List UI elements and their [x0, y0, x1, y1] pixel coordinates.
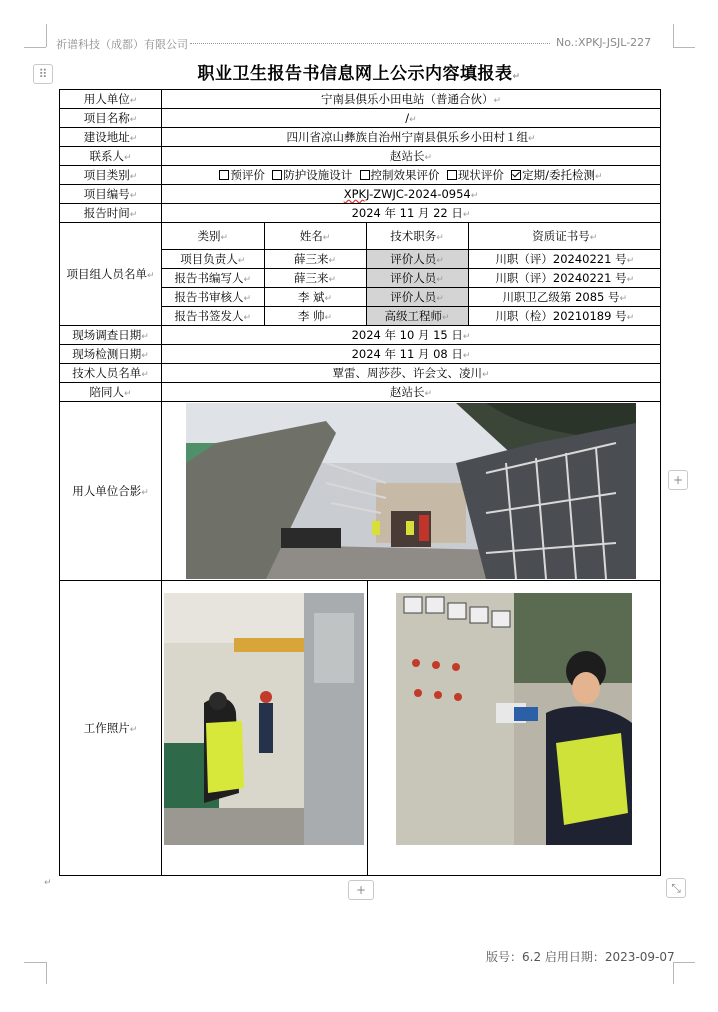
info-form-table [59, 89, 661, 876]
companion-label: 陪同人↵ [60, 383, 162, 402]
report-time-row [60, 204, 661, 223]
companion-value[interactable]: 赵站长↵ [162, 383, 661, 402]
employer-row [60, 90, 661, 109]
crop-mark-bottom-right-h [673, 962, 695, 963]
team-row [60, 223, 661, 326]
team-member-row [162, 250, 661, 269]
address-label: 建设地址↵ [60, 128, 162, 147]
checkbox-icon[interactable] [447, 170, 457, 180]
group-photo-cell [162, 402, 661, 581]
crop-mark-bottom-left-h [24, 962, 46, 963]
category-option-pre-evaluation[interactable]: 预评价 [219, 168, 265, 182]
team-header-name: 姓名↵ [264, 223, 366, 250]
survey-date-value[interactable]: 2024 年 10 月 15 日↵ [162, 326, 661, 345]
contact-row [60, 147, 661, 166]
category-option-protection-design[interactable]: 防护设施设计 [272, 168, 352, 182]
team-table [162, 223, 661, 325]
category-option-status-evaluation[interactable]: 现状评价 [447, 168, 504, 182]
team-cell [162, 223, 661, 326]
crop-mark-bottom-left-v [46, 962, 47, 984]
group-photo-image[interactable] [186, 403, 636, 579]
footer-version: 版号：6.2 启用日期：2023-09-07 [486, 950, 675, 964]
team-header-role: 类别↵ [162, 223, 264, 250]
work-photo-cell [162, 581, 661, 876]
team-label: 项目组人员名单↵ [60, 223, 162, 326]
team-name[interactable]: 薛三来↵ [264, 269, 366, 288]
project-name-label: 项目名称↵ [60, 109, 162, 128]
work-photo-left-cell [162, 581, 367, 875]
checkbox-icon[interactable] [272, 170, 282, 180]
crop-mark-top-right-h [673, 47, 695, 48]
document-title: 职业卫生报告书信息网上公示内容填报表↵ [197, 64, 521, 84]
team-role[interactable]: 报告书编写人↵ [162, 269, 264, 288]
team-header-row [162, 223, 661, 250]
employer-value[interactable]: 宁南县俱乐小田电站（普通合伙）↵ [162, 90, 661, 109]
tech-staff-label: 技术人员名单↵ [60, 364, 162, 383]
team-title[interactable]: 评价人员↵ [366, 250, 468, 269]
team-cert[interactable]: 川职（评）20240221 号↵ [468, 269, 661, 288]
table-resize-handle-icon[interactable]: ⤡ [666, 878, 686, 898]
work-photo-left-image[interactable] [164, 593, 364, 845]
project-number-label: 项目编号↵ [60, 185, 162, 204]
address-value[interactable]: 四川省凉山彝族自治州宁南县俱乐乡小田村１组↵ [162, 128, 661, 147]
category-row [60, 166, 661, 185]
header-doc-number: No.:XPKJ-JSJL-227 [556, 36, 652, 49]
team-title[interactable]: 评价人员↵ [366, 288, 468, 307]
team-title[interactable]: 高级工程师↵ [366, 307, 468, 326]
add-row-button[interactable]: + [348, 880, 374, 900]
category-option-periodic-testing[interactable]: 定期/委托检测 [511, 168, 595, 182]
project-number-row [60, 185, 661, 204]
group-photo-row [60, 402, 661, 581]
team-cert[interactable]: 川职（评）20240221 号↵ [468, 250, 661, 269]
crop-mark-top-left-v [46, 24, 47, 47]
address-row [60, 128, 661, 147]
work-photo-label: 工作照片↵ [60, 581, 162, 876]
survey-date-label: 现场调查日期↵ [60, 326, 162, 345]
team-cert[interactable]: 川职卫乙级第 2085 号↵ [468, 288, 661, 307]
team-name[interactable]: 薛三来↵ [264, 250, 366, 269]
category-options: 预评价 防护设施设计 控制效果评价 现状评价 定期/委托检测↵ [162, 166, 661, 185]
survey-date-row [60, 326, 661, 345]
project-number-value[interactable]: XPKJ-ZWJC-2024-0954↵ [162, 185, 661, 204]
project-name-value[interactable]: /↵ [162, 109, 661, 128]
checkbox-icon[interactable] [360, 170, 370, 180]
team-role[interactable]: 报告书签发人↵ [162, 307, 264, 326]
crop-mark-top-left-h [24, 47, 46, 48]
employer-label: 用人单位↵ [60, 90, 162, 109]
team-cert[interactable]: 川职（检）20210189 号↵ [468, 307, 661, 326]
tech-staff-value[interactable]: 覃雷、周莎莎、许会文、凌川↵ [162, 364, 661, 383]
checkbox-icon[interactable] [219, 170, 229, 180]
team-member-row [162, 269, 661, 288]
contact-value[interactable]: 赵站长↵ [162, 147, 661, 166]
contact-label: 联系人↵ [60, 147, 162, 166]
team-member-row [162, 307, 661, 326]
report-time-value[interactable]: 2024 年 11 月 22 日↵ [162, 204, 661, 223]
companion-row [60, 383, 661, 402]
test-date-row [60, 345, 661, 364]
team-header-title: 技术职务↵ [366, 223, 468, 250]
category-option-control-effect[interactable]: 控制效果评价 [360, 168, 440, 182]
project-name-row [60, 109, 661, 128]
work-photo-right-image[interactable] [396, 593, 632, 845]
header-company: 祈谱科技（成都）有限公司 [56, 38, 188, 51]
work-photo-table [162, 581, 661, 875]
report-time-label: 报告时间↵ [60, 204, 162, 223]
header-dotted-rule [190, 43, 550, 44]
crop-mark-bottom-right-v [673, 962, 674, 984]
team-name[interactable]: 李 斌↵ [264, 288, 366, 307]
team-name[interactable]: 李 帅↵ [264, 307, 366, 326]
test-date-value[interactable]: 2024 年 11 月 08 日↵ [162, 345, 661, 364]
crop-mark-top-right-v [673, 24, 674, 47]
category-label: 项目类别↵ [60, 166, 162, 185]
checkbox-checked-icon[interactable] [511, 170, 521, 180]
team-title[interactable]: 评价人员↵ [366, 269, 468, 288]
team-role[interactable]: 项目负责人↵ [162, 250, 264, 269]
team-role[interactable]: 报告书审核人↵ [162, 288, 264, 307]
team-member-row [162, 288, 661, 307]
group-photo-label: 用人单位合影↵ [60, 402, 162, 581]
tech-staff-row [60, 364, 661, 383]
test-date-label: 现场检测日期↵ [60, 345, 162, 364]
team-header-cert: 资质证书号↵ [468, 223, 661, 250]
work-photo-right-cell [367, 581, 661, 875]
paragraph-mark: ↵ [44, 878, 52, 888]
work-photo-row [60, 581, 661, 876]
add-column-button[interactable]: + [668, 470, 688, 490]
table-move-handle-icon[interactable]: ⠿ [33, 64, 53, 84]
